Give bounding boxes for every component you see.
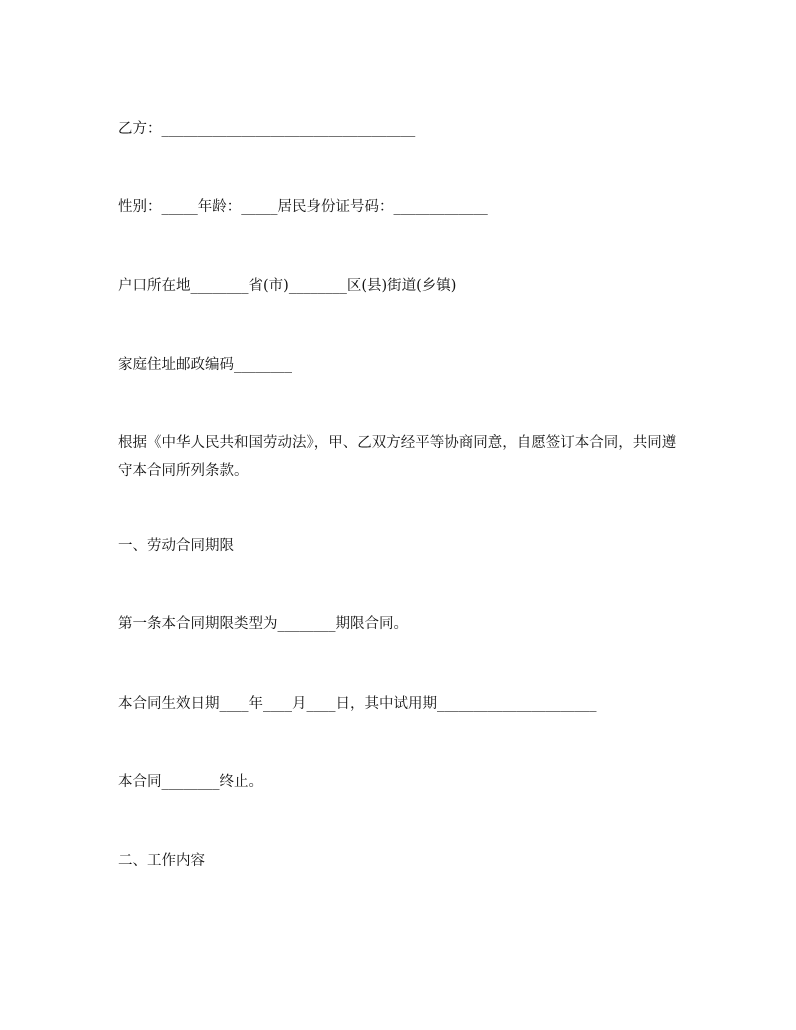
home-postal-code-line: 家庭住址邮政编码________ <box>118 357 292 373</box>
party-b-line: 乙方：___________________________________ <box>118 121 416 137</box>
legal-basis-paragraph: 根据《中华人民共和国劳动法》，甲、乙双方经平等协商同意，自愿签订本合同，共同遵守本合同所列条款。 <box>118 435 677 479</box>
gender-age-id-line: 性别：_____年龄：_____居民身份证号码：_____________ <box>118 199 488 215</box>
section-two-heading: 二、工作内容 <box>118 853 205 869</box>
section-one-heading: 一、劳动合同期限 <box>118 538 234 554</box>
registered-residence-line: 户口所在地________省(市)________区(县)街道(乡镇) <box>118 278 457 294</box>
termination-line: 本合同________终止。 <box>118 774 263 790</box>
article-one-line: 第一条本合同期限类型为________期限合同。 <box>118 616 408 632</box>
effective-date-line: 本合同生效日期____年____月____日，其中试用期______________________ <box>118 696 597 712</box>
